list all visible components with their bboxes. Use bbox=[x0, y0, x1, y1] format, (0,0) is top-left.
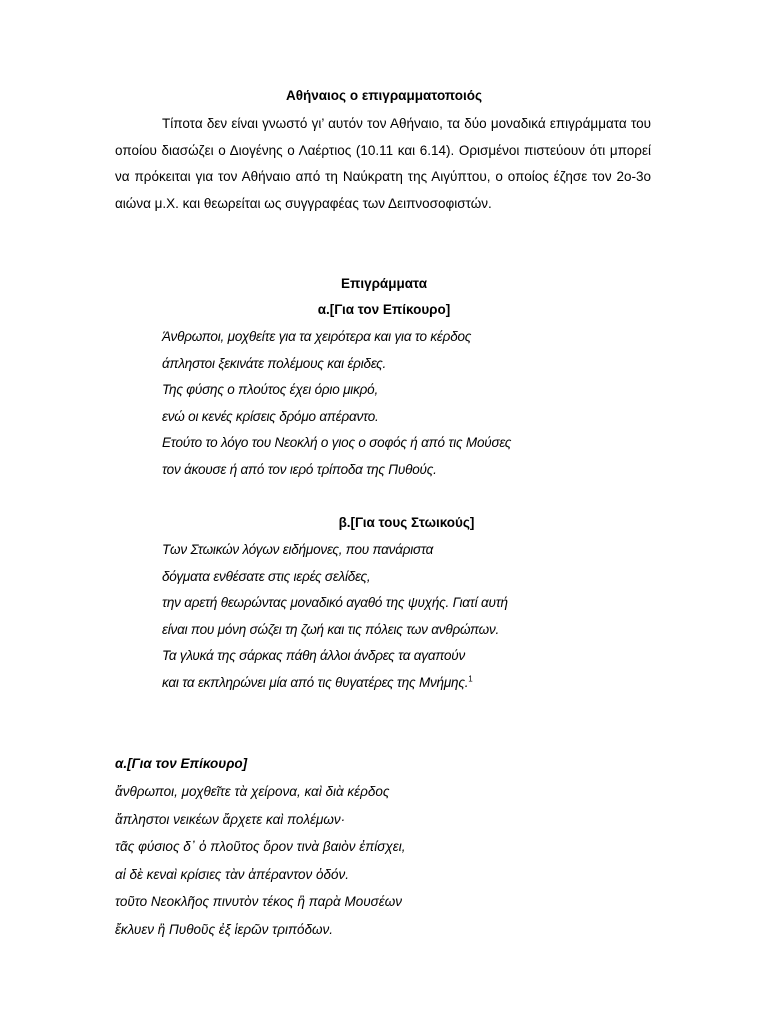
poem-b-line-4: είναι που μόνη σώζει τη ζωή και τις πόλεις των ανθρώπων. bbox=[162, 621, 500, 637]
document-title: Αθήναιος ο επιγραμματοποιός bbox=[285, 88, 483, 103]
poem-b-line-6 bbox=[162, 670, 508, 697]
ancient-a bbox=[115, 778, 405, 943]
poem-a bbox=[162, 324, 511, 483]
ancient-a-line-6: ἔκλυεν ἢ Πυθοῦς ἐξ ἱερῶν τριπόδων. bbox=[115, 921, 334, 937]
poem-b-line-2: δόγματα ενθέσατε στις ιερές σελίδες, bbox=[162, 568, 371, 584]
section-heading: Επιγράμματα bbox=[340, 276, 428, 291]
footnote-mark[interactable]: 1 bbox=[468, 674, 473, 683]
ancient-a-heading: α.[Για τον Επίκουρο] bbox=[115, 756, 248, 771]
ancient-a-line-2: ἄπληστοι νεικέων ἄρχετε καὶ πολέμων· bbox=[115, 811, 346, 827]
poem-a-line-5: Ετούτο το λόγο του Νεοκλή ο γιος ο σοφός ή από τις Μούσες bbox=[162, 435, 512, 450]
poem-a-line-3: Της φύσης ο πλούτος έχει όριο μικρό, bbox=[162, 382, 379, 397]
ancient-a-line-1: ἄνθρωποι, μοχθεῖτε τὰ χείρονα, καὶ διὰ κέρδος bbox=[115, 784, 390, 799]
poem-b-line-6-text: και τα εκπληρώνει μία από τις θυγατέρες της Μνήμης. bbox=[162, 674, 469, 690]
poem-a-line-2: άπληστοι ξεκινάτε πολέμους και έριδες. bbox=[162, 355, 387, 371]
poem-a-heading: α.[Για τον Επίκουρο] bbox=[317, 302, 451, 317]
poem-b bbox=[162, 537, 508, 696]
intro-paragraph bbox=[115, 111, 651, 217]
poem-a-line-6: τον άκουσε ή από τον ιερό τρίποδα της Πυθούς. bbox=[162, 461, 437, 477]
poem-a-line-1: Άνθρωποι, μοχθείτε για τα χειρότερα και για το κέρδος bbox=[162, 329, 472, 344]
poem-b-line-5: Τα γλυκά της σάρκας πάθη άλλοι άνδρες τα αγαπούν bbox=[162, 648, 466, 663]
ancient-a-line-4: αἱ δὲ κεναὶ κρίσιες τὰν ἀπέραντον ὁδόν. bbox=[115, 866, 350, 882]
poem-a-line-4: ενώ οι κενές κρίσεις δρόμο απέραντο. bbox=[162, 408, 379, 424]
ancient-a-line-3: τᾶς φύσιος δ᾽ ὁ πλοῦτος ὅρον τινὰ βαιὸν ἐπίσχει, bbox=[115, 839, 406, 854]
poem-b-heading: β.[Για τους Στωικούς] bbox=[338, 515, 475, 530]
ancient-a-line-5: τοῦτο Νεοκλῆος πινυτὸν τέκος ἢ παρὰ Μουσέων bbox=[115, 894, 402, 909]
poem-b-line-1: Των Στωικών λόγων ειδήμονες, που πανάριστα bbox=[162, 542, 434, 557]
intro-text: Τίποτα δεν είναι γνωστό γι’ αυτόν τον Αθήναιο, τα δύο μοναδικά επιγράμματα του οποίου διασώζει ο Διογένης ο Λαέρτιος (10.11 και 6.14). Ορισμένοι πιστεύουν ότι μπορεί να πρόκειται για τον Αθήναιο από τη Ναύκρατη της Αιγύπτου, ο οποίος έζησε τον 2ο-3ο αιώνα μ.Χ. και θεωρείται ως συγγραφέας των Δειπνοσοφιστών. bbox=[115, 116, 651, 211]
poem-b-line-3: την αρετή θεωρώντας μοναδικό αγαθό της ψυχής. Γιατί αυτή bbox=[162, 595, 508, 610]
